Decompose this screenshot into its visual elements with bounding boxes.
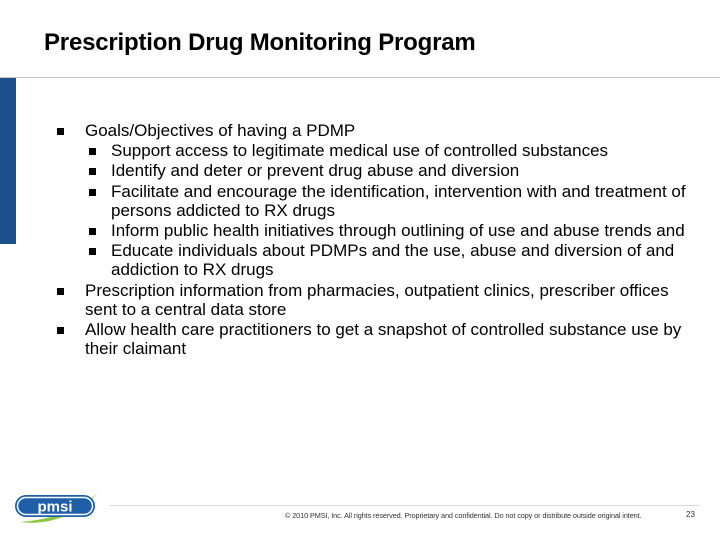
sub-bullet-text: Facilitate and encourage the identification, intervention with and treatment of persons addicted to RX drugs: [111, 181, 686, 220]
sub-bullet-item: [56, 141, 696, 160]
footer-divider: [110, 505, 700, 506]
bullet-item: [56, 320, 696, 358]
copyright-notice: © 2010 PMSI, Inc. All rights reserved. Proprietary and confidential. Do not copy or distribute outside original intent.: [285, 511, 642, 520]
sub-bullet-item: [56, 241, 696, 279]
slide-title: Prescription Drug Monitoring Program: [44, 29, 476, 56]
logo-text: pmsi: [37, 498, 73, 516]
square-bullet-icon: [89, 189, 96, 196]
accent-bar: [0, 78, 16, 244]
square-bullet-icon: [89, 148, 96, 155]
sub-bullet-item: [56, 221, 696, 240]
bullet-text: Allow health care practitioners to get a snapshot of controlled substance use by their claimant: [85, 320, 682, 359]
sub-bullet-text: Educate individuals about PDMPs and the use, abuse and diversion of and addiction to RX drugs: [111, 241, 675, 280]
bullet-text: Goals/Objectives of having a PDMP: [85, 121, 356, 140]
square-bullet-icon: [57, 288, 64, 295]
title-divider: [0, 77, 720, 78]
square-bullet-icon: [57, 327, 64, 334]
sub-bullet-item: [56, 182, 696, 220]
bullet-item: [56, 121, 696, 140]
bullet-item: [56, 281, 696, 319]
square-bullet-icon: [57, 128, 64, 135]
bullet-text: Prescription information from pharmacies, outpatient clinics, prescriber offices sent to a central data store: [85, 280, 669, 319]
bullet-list: [56, 121, 696, 359]
sub-bullet-item: [56, 161, 696, 180]
pmsi-logo: [14, 487, 100, 532]
square-bullet-icon: [89, 168, 96, 175]
sub-bullet-text: Support access to legitimate medical use of controlled substances: [111, 141, 609, 161]
square-bullet-icon: [89, 228, 96, 235]
page-number: 23: [686, 510, 695, 519]
square-bullet-icon: [89, 248, 96, 255]
sub-bullet-text: Identify and deter or prevent drug abuse and diversion: [111, 161, 520, 181]
sub-bullet-text: Inform public health initiatives through outlining of use and abuse trends and: [111, 221, 685, 241]
